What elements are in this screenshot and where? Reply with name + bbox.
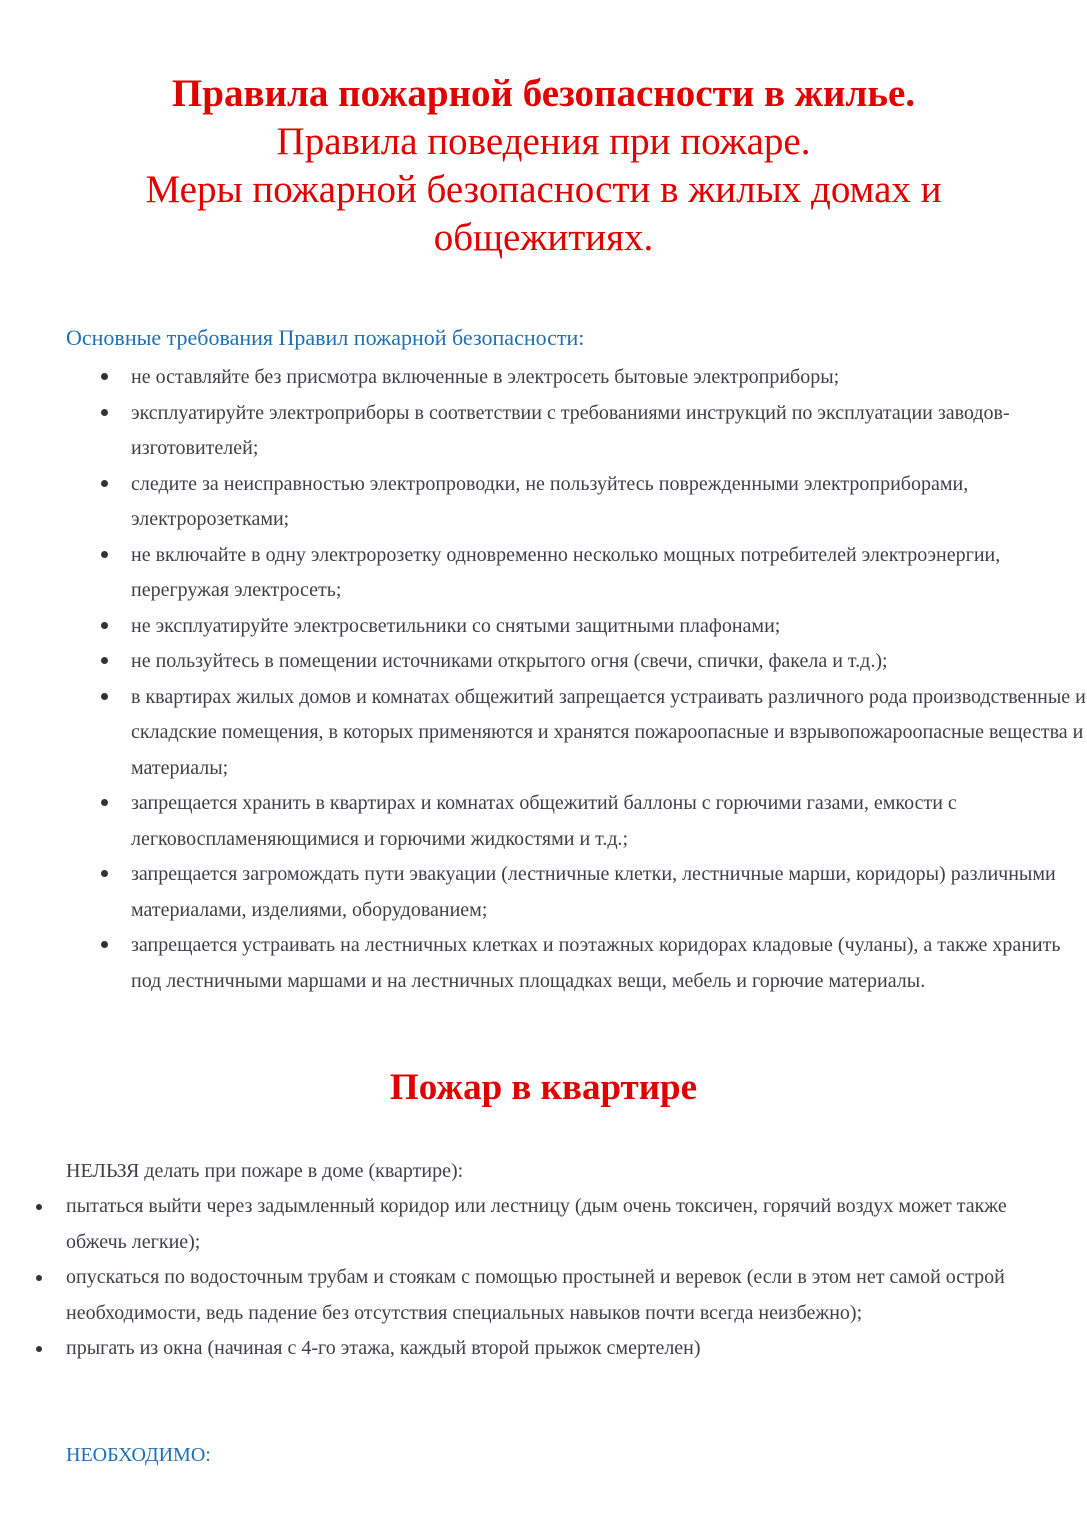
forbidden-list [0, 1189, 1066, 1367]
bullet-icon [36, 1346, 42, 1352]
list-item-text: пытаться выйти через задымленный коридор или лестницу (дым очень токсичен, горячий воздух может также обжечь легкие); [66, 1195, 1007, 1253]
necessary-heading: НЕОБХОДИМО: [66, 1444, 211, 1466]
list-item [131, 786, 1087, 857]
list-item-text: запрещается хранить в квартирах и комнатах общежитий баллоны с горючими газами, емкости с легковоспламеняющимися и горючими жидкостями и т.д.; [131, 792, 957, 850]
requirements-heading: Основные требования Правил пожарной безопасности: [66, 325, 585, 350]
list-item [66, 1331, 1066, 1367]
document-title-block [40, 70, 1047, 262]
list-item [131, 609, 1087, 645]
list-item-text: запрещается загромождать пути эвакуации (лестничные клетки, лестничные марши, коридоры) различными материалами, изделиями, оборудованием; [131, 863, 1056, 921]
list-item-text: не включайте в одну электророзетку одновременно несколько мощных потребителей электроэнергии, перегружая электросеть; [131, 543, 1001, 601]
bullet-icon [101, 799, 108, 806]
list-item-text: не оставляйте без присмотра включенные в электросеть бытовые электроприборы; [131, 366, 840, 388]
bullet-icon [101, 409, 108, 416]
list-item [131, 857, 1087, 928]
bullet-icon [101, 480, 108, 487]
list-item [66, 1189, 1066, 1260]
list-item-text: эксплуатируйте электроприборы в соответствии с требованиями инструкций по эксплуатации заводов-изготовителей; [131, 401, 1010, 459]
bullet-icon [101, 870, 108, 877]
list-item-text: прыгать из окна (начиная с 4-го этажа, каждый второй прыжок смертелен) [66, 1337, 701, 1359]
section-title: Пожар в квартире [389, 1067, 698, 1108]
list-item-text: опускаться по водосточным трубам и стоякам с помощью простыней и веревок (если в этом нет самой острой необходимости, ведь падение без отсутствия специальных навыков почти всегда неизбежно); [66, 1266, 1005, 1324]
list-item-text: в квартирах жилых домов и комнатах общежитий запрещается устраивать различного рода производственные и складские помещения, в которых применяются и хранятся пожароопасные и взрывопожароопасные вещества и материалы; [131, 685, 1086, 779]
list-item [131, 538, 1087, 609]
bullet-icon [101, 551, 108, 558]
list-item-text: не пользуйтесь в помещении источниками открытого огня (свечи, спички, факела и т.д.); [131, 650, 888, 672]
list-item-text: не эксплуатируйте электросветильники со снятыми защитными плафонами; [131, 614, 781, 637]
list-item [131, 396, 1087, 467]
list-item-text: следите за неисправностью электропроводки, не пользуйтесь поврежденными электроприборами, электророзетками; [131, 472, 969, 530]
forbidden-intro: НЕЛЬЗЯ делать при пожаре в доме (квартире): [66, 1160, 464, 1182]
document-subtitle-line: общежитиях. [433, 216, 654, 259]
list-item [131, 360, 1087, 396]
bullet-icon [36, 1275, 42, 1281]
bullet-icon [101, 693, 108, 700]
bullet-icon [101, 657, 108, 664]
document-subtitle-line: Правила поведения при пожаре. [276, 120, 811, 163]
bullet-icon [101, 622, 108, 629]
requirements-list [66, 360, 1087, 999]
document-subtitle-line: Меры пожарной безопасности в жилых домах и [145, 168, 942, 211]
document-title: Правила пожарной безопасности в жилье. [171, 72, 916, 115]
list-item [131, 680, 1087, 787]
list-item [66, 1260, 1066, 1331]
bullet-icon [101, 941, 108, 948]
list-item [131, 467, 1087, 538]
list-item-text: запрещается устраивать на лестничных клетках и поэтажных коридорах кладовые (чуланы), а также хранить под лестничными маршами и на лестничных площадках вещи, мебель и горючие материалы. [131, 934, 1061, 992]
list-item [131, 644, 1087, 680]
list-item [131, 928, 1087, 999]
bullet-icon [36, 1204, 42, 1210]
bullet-icon [101, 373, 108, 380]
